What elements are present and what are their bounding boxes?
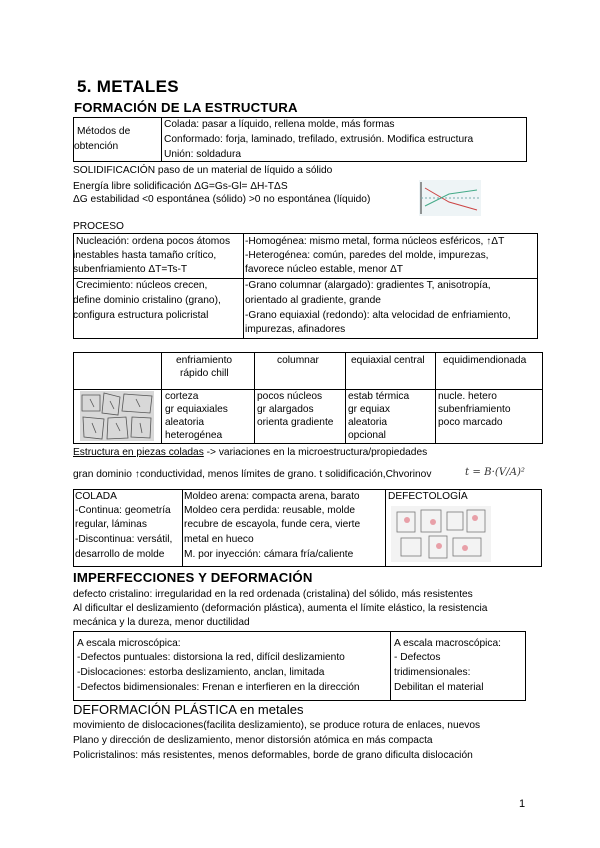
- moldeo-text: Moldeo cera perdida: reusable, molde: [184, 505, 356, 516]
- proceso-label: PROCESO: [73, 221, 124, 232]
- obtencion-label-2: obtención: [74, 141, 119, 152]
- section-heading-formacion: FORMACIÓN DE LA ESTRUCTURA: [74, 100, 298, 115]
- estabilidad-line: ΔG estabilidad <0 espontánea (sólido) >0 no espontánea (líquido): [73, 194, 371, 205]
- grain-header: equiaxial central: [351, 355, 425, 366]
- colada-text: -Continua: geometría: [75, 505, 171, 516]
- moldeo-text: metal en hueco: [184, 534, 254, 545]
- escala-micro: -Defectos bidimensionales: Frenan e interfieren en la dirección: [77, 682, 360, 693]
- energia-line: Energía libre solidificación ΔG=Gs-Gl= ΔH-TΔS: [73, 181, 288, 192]
- colada-text: COLADA: [75, 491, 117, 502]
- grain-cell: gr equiax: [348, 404, 390, 415]
- escala-micro: -Defectos puntuales: distorsiona la red, difícil deslizamiento: [77, 652, 345, 663]
- moldeo-text: M. por inyección: cámara fría/caliente: [184, 549, 354, 560]
- grain-cell: gr alargados: [257, 404, 314, 415]
- nucleacion-text: subenfriamiento ΔT=Ts-T: [73, 264, 188, 275]
- obtencion-label-1: Métodos de: [77, 126, 131, 137]
- grain-cell: heterogénea: [165, 430, 223, 441]
- grain-cell: nucle. hetero: [438, 391, 497, 402]
- plastica-line: Policristalinos: más resistentes, menos deformables, borde de grano dificulta dislocación: [73, 750, 473, 761]
- grain-header: rápido chill: [180, 368, 229, 379]
- grain-cell: opcional: [348, 430, 386, 441]
- crecimiento-text: Crecimiento: núcleos crecen,: [76, 280, 208, 291]
- obtencion-line: Unión: soldadura: [164, 149, 242, 160]
- nucleacion-tipo: -Heterogénea: común, paredes del molde, impurezas,: [245, 250, 489, 261]
- grain-cell: pocos núcleos: [257, 391, 323, 402]
- grain-cell: gr equiaxiales: [165, 404, 228, 415]
- moldeo-text: recubre de escayola, funde cera, vierte: [184, 519, 361, 530]
- escala-micro: A escala microscópica:: [77, 638, 181, 649]
- energy-diagram-thumbnail: [419, 180, 481, 216]
- defectologia-image: [391, 506, 491, 562]
- plastica-line: movimiento de dislocaciones(facilita deslizamiento), se produce rotura de enlaces, nuevos: [73, 720, 481, 731]
- plastica-line: Plano y dirección de deslizamiento, menor distorsión atómica en más compacta: [73, 735, 433, 746]
- section-heading-deformacion: DEFORMACIÓN PLÁSTICA en metales: [73, 702, 304, 717]
- page-title: 5. METALES: [77, 77, 179, 96]
- escala-micro: -Dislocaciones: estorba deslizamiento, anclan, limitada: [77, 667, 325, 678]
- moldeo-text: Moldeo arena: compacta arena, barato: [184, 491, 360, 502]
- nucleacion-tipo: favorece núcleo estable, menor ΔT: [245, 264, 404, 275]
- grain-cell: corteza: [165, 391, 199, 402]
- escala-macro: - Defectos: [394, 652, 441, 663]
- imperf-line: mecánica y la dureza, menor ductilidad: [73, 617, 250, 628]
- nucleacion-text: Nucleación: ordena pocos átomos: [76, 236, 231, 247]
- colada-text: regular, láminas: [75, 519, 147, 530]
- imperf-line: defecto cristalino: irregularidad en la red ordenada (cristalina) del sólido, más resistentes: [73, 589, 473, 600]
- grain-cell: subenfriamiento: [438, 404, 511, 415]
- grain-cell: poco marcado: [438, 417, 503, 428]
- imperf-line: Al dificultar el deslizamiento (deformación plástica), aumenta el límite elástico, la resistencia: [73, 603, 488, 614]
- defectologia-label: DEFECTOLOGÍA: [388, 491, 468, 502]
- grain-cell: aleatoria: [165, 417, 205, 428]
- grano-text: -Grano columnar (alargado): gradientes T, anisotropía,: [245, 280, 491, 291]
- section-heading-imperfecciones: IMPERFECCIONES Y DEFORMACIÓN: [73, 570, 313, 585]
- obtencion-line: Conformado: forja, laminado, trefilado, extrusión. Modifica estructura: [164, 134, 474, 145]
- escala-macro: tridimensionales:: [394, 667, 471, 678]
- nucleacion-text: inestables hasta tamaño crítico,: [73, 250, 217, 261]
- grano-text: orientado al gradiente, grande: [245, 295, 381, 306]
- grain-header: enfriamiento: [176, 355, 233, 366]
- grain-header: equidimendionada: [443, 355, 527, 366]
- grano-text: impurezas, afinadores: [245, 324, 346, 335]
- crecimiento-text: configura estructura policristal: [73, 310, 209, 321]
- solidificacion-line: SOLIDIFICACIÓN paso de un material de líquido a sólido: [73, 165, 333, 176]
- piezas-text: -> variaciones en la microestructura/propiedades: [203, 447, 428, 458]
- piezas-link: Estructura en piezas coladas: [73, 447, 204, 458]
- escala-macro: A escala macroscópica:: [394, 638, 502, 649]
- piezas-line: [73, 447, 427, 460]
- obtencion-line: Colada: pasar a líquido, rellena molde, más formas: [164, 119, 395, 130]
- chvorinov-line: gran dominio ↑conductividad, menos límites de grano. t solidificación,Chvorinov: [73, 469, 432, 480]
- grain-cell: aleatoria: [348, 417, 388, 428]
- grano-text: -Grano equiaxial (redondo): alta velocidad de enfriamiento,: [245, 310, 511, 321]
- grain-cell: orienta gradiente: [257, 417, 334, 428]
- crecimiento-text: define dominio cristalino (grano),: [73, 295, 221, 306]
- escala-macro: Debilitan el material: [394, 682, 484, 693]
- grain-cell: estab térmica: [348, 391, 410, 402]
- colada-text: -Discontinua: versátil,: [75, 534, 173, 545]
- grain-header: columnar: [277, 355, 319, 366]
- chvorinov-formula: t = B·(V/A)²: [465, 467, 526, 478]
- page-number: 1: [519, 798, 526, 810]
- nucleacion-tipo: -Homogénea: mismo metal, forma núcleos esféricos, ↑ΔT: [245, 236, 505, 247]
- grain-structure-image: [80, 391, 154, 441]
- colada-text: desarrollo de molde: [75, 549, 165, 560]
